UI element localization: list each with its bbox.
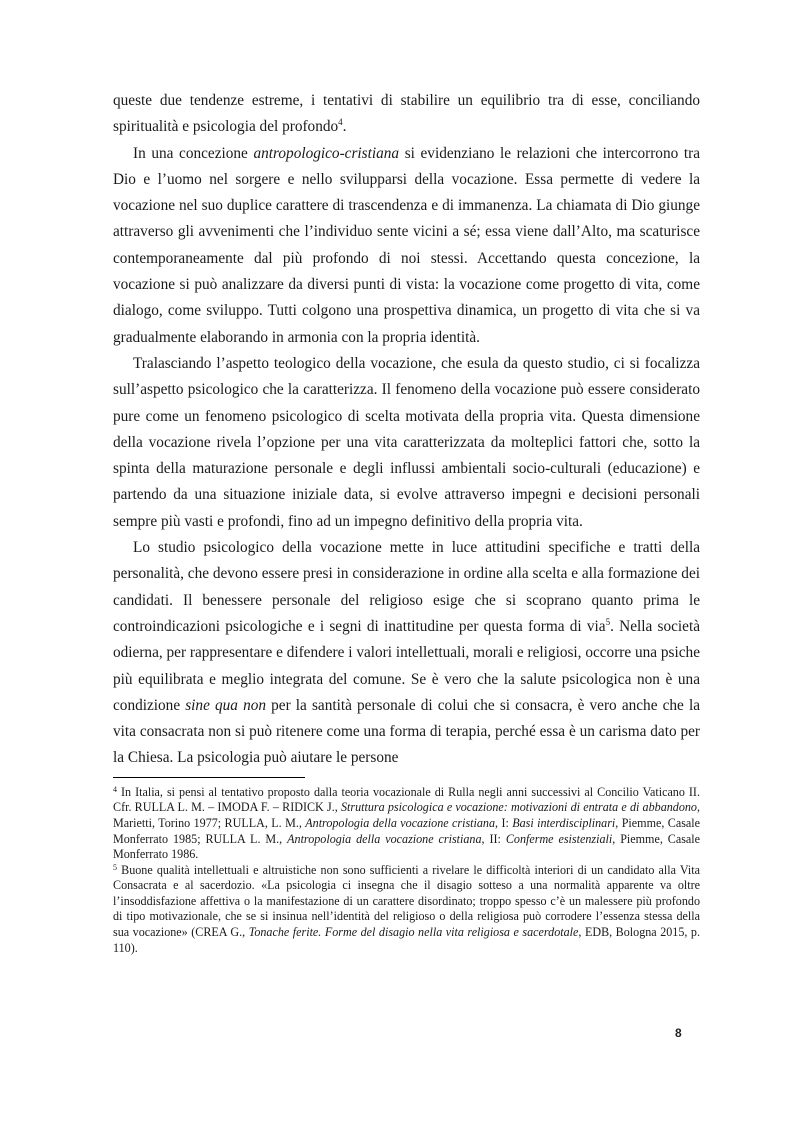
footnote-4: $^4$ In Italia, si pensi al tentativo proposto dalla teoria vocazionale di Rulla negli anni successivi al Concilio Vaticano II. Cfr. RULLA L. M. – IMODA F. – RIDICK J., Struttura psicologica e vocazione: motivazioni di entrata e di abbandono, Marietti, Torino 1977; RULLA, L. M., Antropologia della vocazione cristiana, I: Basi interdisciplinari, Piemme, Casale Monferrato 1985; RULLA L. M., Antropologia della vocazione cristiana, II: Conferme esistenziali, Piemme, Casale Monferrato 1986. bbox=[113, 784, 701, 862]
footnote-ref-5[interactable]: 5 bbox=[605, 616, 611, 627]
footnote-separator bbox=[113, 777, 305, 778]
footnotes bbox=[113, 785, 700, 957]
paragraph-4: Lo studio psicologico della vocazione mette in luce attitudini specifiche e tratti della personalità, che devono essere presi in considerazione in ordine alla scelta e alla formazione dei candidati. Il benessere personale del religioso esige che si scoprano quanto prima le controindicazioni psicologiche e i segni di inattitudine per questa forma di via$^5$. Nella società odierna, per rappresentare e difendere i valori intellettuali, morali e religiosi, occorre una psiche più equilibrata e meglio integrata del comune. Se è vero che la salute psicologica non è una condizione sine qua non per la santità personale di colui che si consacra, è vero anche che la vita consacrata non si può ritenere come una forma di terapia, perché essa è un carisma dato per la Chiesa. La psicologia può aiutare le persone bbox=[113, 539, 700, 767]
paragraph-1: queste due tendenze estreme, i tentativi di stabilire un equilibrio tra di esse, conciliando spiritualità e psicologia del profondo$^4$. bbox=[113, 92, 700, 136]
footnote-ref-4[interactable]: 4 bbox=[338, 117, 343, 128]
document-page bbox=[113, 88, 700, 956]
footnote-5: $^5$ Buone qualità intellettuali e altruistiche non sono sufficienti a rivelare le difficoltà interiori di un candidato alla Vita Consacrata e al sacerdozio. «La psicologia ci insegna che il disagio sotteso a una normalità apparente va oltre l’insoddisfazione affettiva o la manifestazione di un carattere disordinato; troppo spesso c’è un malessere più profondo di tipo motivazionale, che se si insinua nell’identità del religioso o della religiosa può corrodere l’essenza stessa della sua vocazione» (CREA G., Tonache ferite. Forme del disagio nella vita religiosa e sacerdotale, EDB, Bologna 2015, p. 110). bbox=[113, 862, 701, 955]
body-text bbox=[113, 88, 700, 772]
paragraph-2: In una concezione antropologico-cristiana si evidenziano le relazioni che intercorrono tra Dio e l’uomo nel sorgere e nello svilupparsi della vocazione. Essa permette di vedere la vocazione nel suo duplice carattere di trascendenza e di immanenza. La chiamata di Dio giunge attraverso gli avvenimenti che l’individuo sente vicini a sé; essa viene dall’Alto, ma scaturisce contemporaneamente dal più profondo di noi stessi. Accettando questa concezione, la vocazione si può analizzare da diversi punti di vista: la vocazione come progetto di vita, come dialogo, come sviluppo. Tutti colgono una prospettiva dinamica, un progetto di vita che si va gradualmente elaborando in armonia con la propria identità. bbox=[113, 144, 700, 346]
paragraph-3: Tralasciando l’aspetto teologico della vocazione, che esula da questo studio, ci si focalizza sull’aspetto psicologico che la caratterizza. Il fenomeno della vocazione può essere considerato pure come un fenomeno psicologico di scelta motivata della propria vita. Questa dimensione della vocazione rivela l’opzione per una vita caratterizzata da molteplici fattori che, sotto la spinta della maturazione personale e degli influssi ambientali socio-culturali (educazione) e partendo da una situazione iniziale data, si evolve attraverso impegni e decisioni personali sempre più vasti e profondi, fino ad un impegno definitivo della propria vita. bbox=[113, 354, 700, 530]
page-number: 8 bbox=[675, 1026, 682, 1040]
